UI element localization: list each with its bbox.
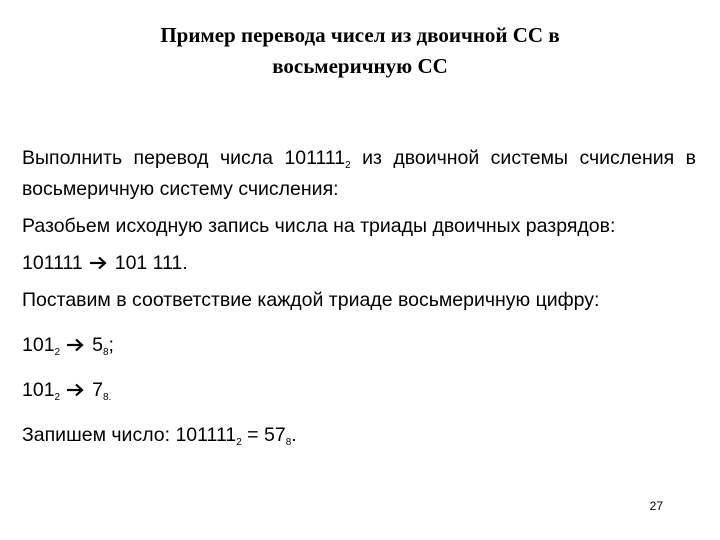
result-prefix: Запишем число: 101111 <box>22 424 237 446</box>
task-text-start: Выполнить перевод числа 101111 <box>22 147 346 169</box>
result-binary-base: 2 <box>236 437 242 448</box>
triad-2-octal-base: 8. <box>102 392 112 403</box>
step-2-text: Поставим в соответствие каждой триаде восьмеричную цифру: <box>22 289 600 311</box>
right-arrow-icon <box>66 383 88 397</box>
slide-body <box>22 143 696 451</box>
slide-title-line-2: восьмеричную СС <box>272 54 448 78</box>
triad-1-tail: ; <box>108 334 114 356</box>
result-tail: . <box>291 424 297 446</box>
task-base-subscript: 2 <box>345 160 351 171</box>
result-octal-base: 8 <box>285 437 292 448</box>
task-text-end: из двоичной системы счисления в восьмеричную систему счисления: <box>22 147 696 200</box>
task-paragraph <box>22 143 696 205</box>
result-row <box>22 420 696 451</box>
page-number: 27 <box>649 499 663 513</box>
split-row <box>22 248 696 279</box>
slide-title-line-1: Пример перевода чисел из двоичной СС в <box>160 23 560 47</box>
right-arrow-icon <box>89 256 111 270</box>
triad-2-row <box>22 375 696 406</box>
triad-1-row <box>22 330 696 361</box>
triad-2-octal: 7 <box>92 379 103 401</box>
slide-title <box>60 20 660 82</box>
triad-1-binary-base: 2 <box>54 347 61 358</box>
split-original-number: 101111 <box>22 252 83 274</box>
triad-1-octal: 5 <box>92 334 103 356</box>
result-octal-value: = 57 <box>241 424 286 446</box>
split-triads: 101 111. <box>114 252 188 274</box>
step-1-text: Разобьем исходную запись числа на триады двоичных разрядов: <box>22 215 616 237</box>
triad-1-binary: 101 <box>22 334 55 356</box>
triad-2-binary: 101 <box>22 379 55 401</box>
triad-1-octal-base: 8 <box>102 347 109 358</box>
triad-2-binary-base: 2 <box>54 392 61 403</box>
right-arrow-icon <box>66 338 88 352</box>
